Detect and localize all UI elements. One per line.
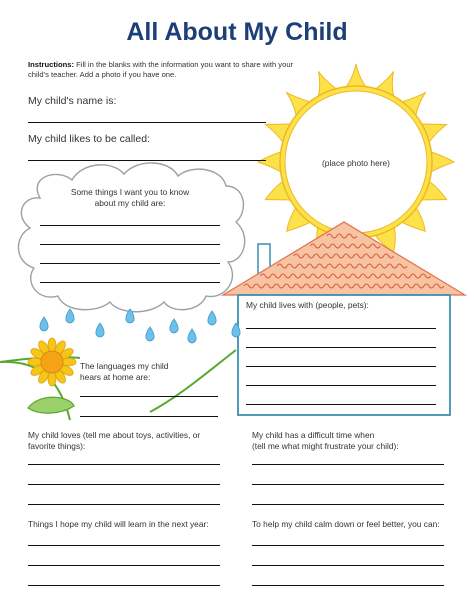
languages-line2: hears at home are: [80, 372, 151, 382]
flower-petal [28, 358, 42, 366]
lives-with-label: My child lives with (people, pets): [246, 300, 369, 310]
difficult-line2: (tell me what might frustrate your child): [252, 441, 399, 451]
sun-ray [258, 151, 283, 173]
flower-petal [62, 358, 76, 366]
learn-line-c[interactable] [28, 585, 220, 586]
cloud-icon [18, 163, 244, 312]
name-line[interactable] [28, 122, 266, 123]
flower-petal [48, 372, 56, 386]
languages-label [80, 361, 168, 383]
sun-ray [345, 64, 367, 89]
loves-label [28, 430, 200, 452]
difficult-line-b[interactable] [252, 484, 444, 485]
raindrop-icon [188, 329, 196, 343]
raindrop-icon [66, 309, 74, 323]
photo-placeholder: (place photo here) [322, 158, 390, 168]
sun-ray [429, 151, 454, 173]
instructions-label: Instructions: [28, 60, 74, 69]
know-line-4[interactable] [40, 282, 220, 283]
know-line-1[interactable] [40, 225, 220, 226]
lives-line-5[interactable] [246, 404, 436, 405]
learn-line-a[interactable] [28, 545, 220, 546]
instructions [28, 60, 298, 80]
difficult-line-c[interactable] [252, 504, 444, 505]
calm-line-a[interactable] [252, 545, 444, 546]
raindrop-icon [96, 323, 104, 337]
called-line[interactable] [28, 160, 266, 161]
know-line-3[interactable] [40, 263, 220, 264]
know-label [40, 187, 220, 209]
languages-line-b[interactable] [80, 416, 218, 417]
calm-label: To help my child calm down or feel better, you can: [252, 519, 440, 529]
raindrop-icon [170, 319, 178, 333]
name-label: My child's name is: [28, 95, 117, 107]
calm-line-b[interactable] [252, 565, 444, 566]
difficult-line1: My child has a difficult time when [252, 430, 375, 440]
raindrop-icon [146, 327, 154, 341]
lives-line-3[interactable] [246, 366, 436, 367]
raindrop-icon [40, 309, 240, 343]
know-label-line2: about my child are: [94, 198, 166, 208]
loves-line1: My child loves (tell me about toys, activities, or [28, 430, 201, 440]
difficult-line-a[interactable] [252, 464, 444, 465]
house-icon [223, 222, 465, 415]
lives-line-4[interactable] [246, 385, 436, 386]
raindrop-icon [208, 311, 216, 325]
languages-line-a[interactable] [80, 396, 218, 397]
lives-line-1[interactable] [246, 328, 436, 329]
languages-line1: The languages my child [80, 361, 169, 371]
know-label-line1: Some things I want you to know [70, 187, 190, 197]
flower-petal [48, 338, 56, 352]
loves-line2: favorite things): [28, 441, 86, 451]
loves-line-c[interactable] [28, 504, 220, 505]
learn-line-b[interactable] [28, 565, 220, 566]
instructions-text: Fill in the blanks with the information you want to share with your child's teacher. Add a photo if you have one. [28, 60, 294, 79]
difficult-label [252, 430, 399, 452]
loves-line-a[interactable] [28, 464, 220, 465]
lives-line-2[interactable] [246, 347, 436, 348]
calm-line-c[interactable] [252, 585, 444, 586]
loves-line-b[interactable] [28, 484, 220, 485]
learn-label: Things I hope my child will learn in the next year: [28, 519, 209, 529]
raindrop-icon [40, 317, 48, 331]
page-title: All About My Child [126, 18, 348, 46]
know-line-2[interactable] [40, 244, 220, 245]
called-label: My child likes to be called: [28, 133, 150, 145]
